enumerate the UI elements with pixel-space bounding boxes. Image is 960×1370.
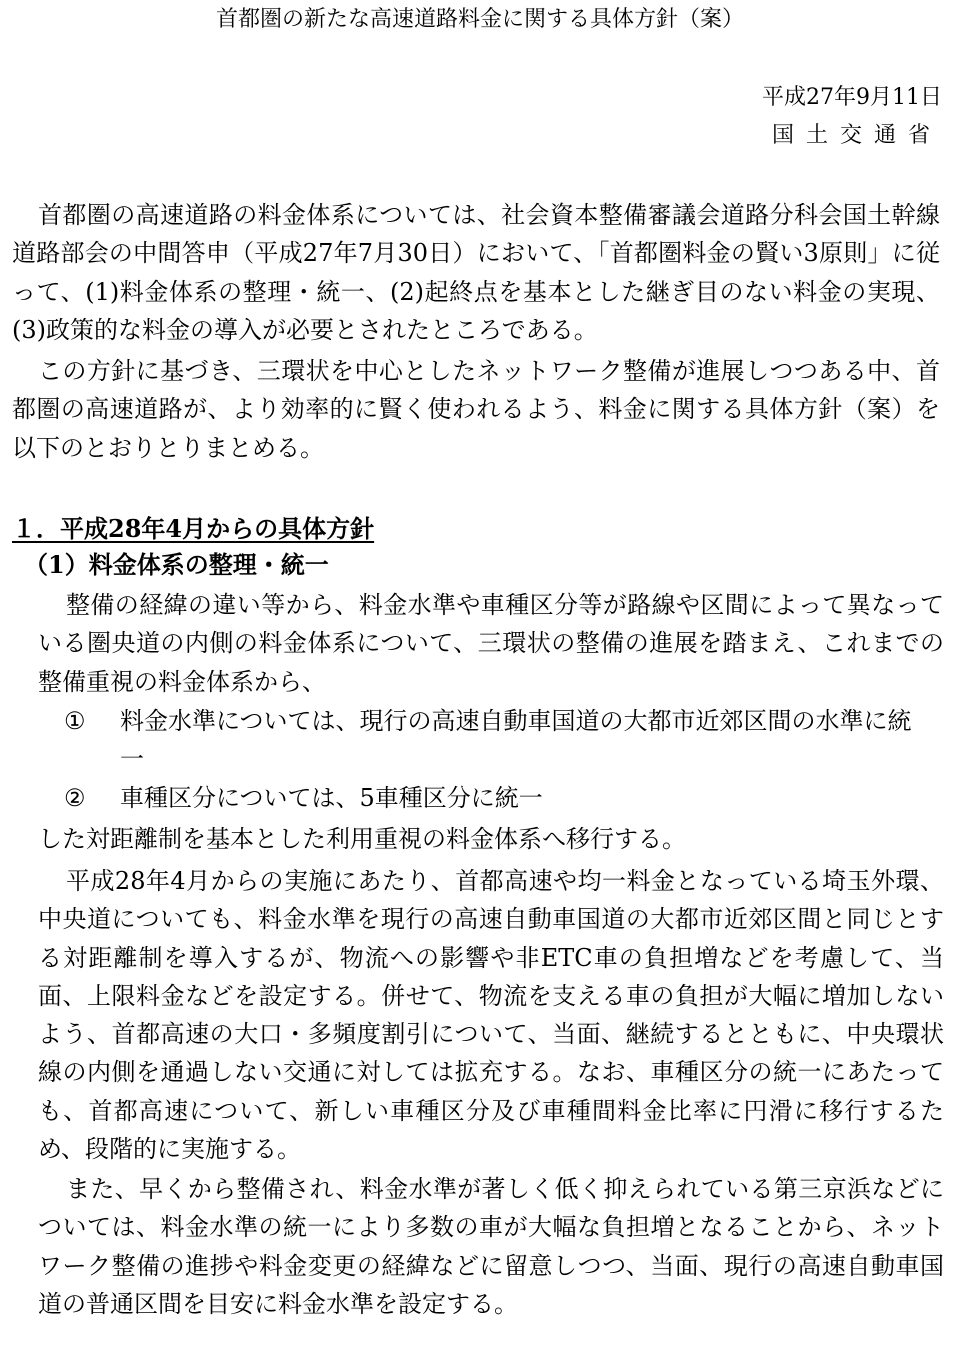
intro-paragraph-1: 首都圏の高速道路の料金体系については、社会資本整備審議会道路分科会国土幹線道路部会の中間答申（平成27年7月30日）において、「首都圏料金の賢い3原則」に従って、(1)料金体系の整理・統一、(2)起終点を基本とした継ぎ目のない料金の実現、(3)政策的な料金の導入が必要とされたところである。 [12,201,940,344]
list-item-text: 車種区分については、5車種区分に統一 [120,783,543,812]
document-title: 首都圏の新たな高速道路料金に関する具体方針（案） [215,7,744,32]
issuing-ministry: 国土交通省 [771,123,942,148]
document-date: 平成27年9月11日 [762,85,942,110]
intro-paragraph-2: この方針に基づき、三環状を中心としたネットワーク整備が進展しつつある中、首都圏の高速道路が、より効率的に賢く使われるよう、料金に関する具体方針（案）を以下のとおりとりまとめる。 [12,357,940,462]
list-item [38,779,944,817]
subsection-heading: （1）料金体系の整理・統一 [24,550,329,579]
section-heading: １．平成28年4月からの具体方針 [12,514,375,543]
list-marker: ① [64,707,86,735]
list-item-text: 料金水準については、現行の高速自動車国道の大都市近郊区間の水準に統一 [120,707,912,774]
body-paragraph: した対距離制を基本とした利用重視の料金体系へ移行する。 [38,825,686,853]
list-item [38,702,944,779]
numbered-list [38,702,944,817]
body-paragraph: 整備の経緯の違い等から、料金水準や車種区分等が路線や区間によって異なっている圏央道の内側の料金体系について、三環状の整備の進展を踏まえ、これまでの整備重視の料金体系から、 [38,591,944,696]
body-paragraph: 平成28年4月からの実施にあたり、首都高速や均一料金となっている埼玉外環、中央道についても、料金水準を現行の高速自動車国道の大都市近郊区間と同じとする対距離制を導入するが、物流への影響や非ETC車の負担増などを考慮して、当面、上限料金などを設定する。併せて、物流を支える車の負担が大幅に増加しないよう、首都高速の大口・多頻度割引について、当面、継続するとともに、中央環状線の内側を通過しない交通に対しては拡充する。なお、車種区分の統一にあたっても、首都高速について、新しい車種区分及び車種間料金比率に円滑に移行するため、段階的に実施する。 [38,867,944,1164]
body-paragraph: また、早くから整備され、料金水準が著しく低く抑えられている第三京浜などについては、料金水準の統一により多数の車が大幅な負担増となることから、ネットワーク整備の進捗や料金変更の経緯などに留意しつつ、当面、現行の高速自動車国道の普通区間を目安に料金水準を設定する。 [38,1175,944,1318]
list-marker: ② [64,783,86,812]
